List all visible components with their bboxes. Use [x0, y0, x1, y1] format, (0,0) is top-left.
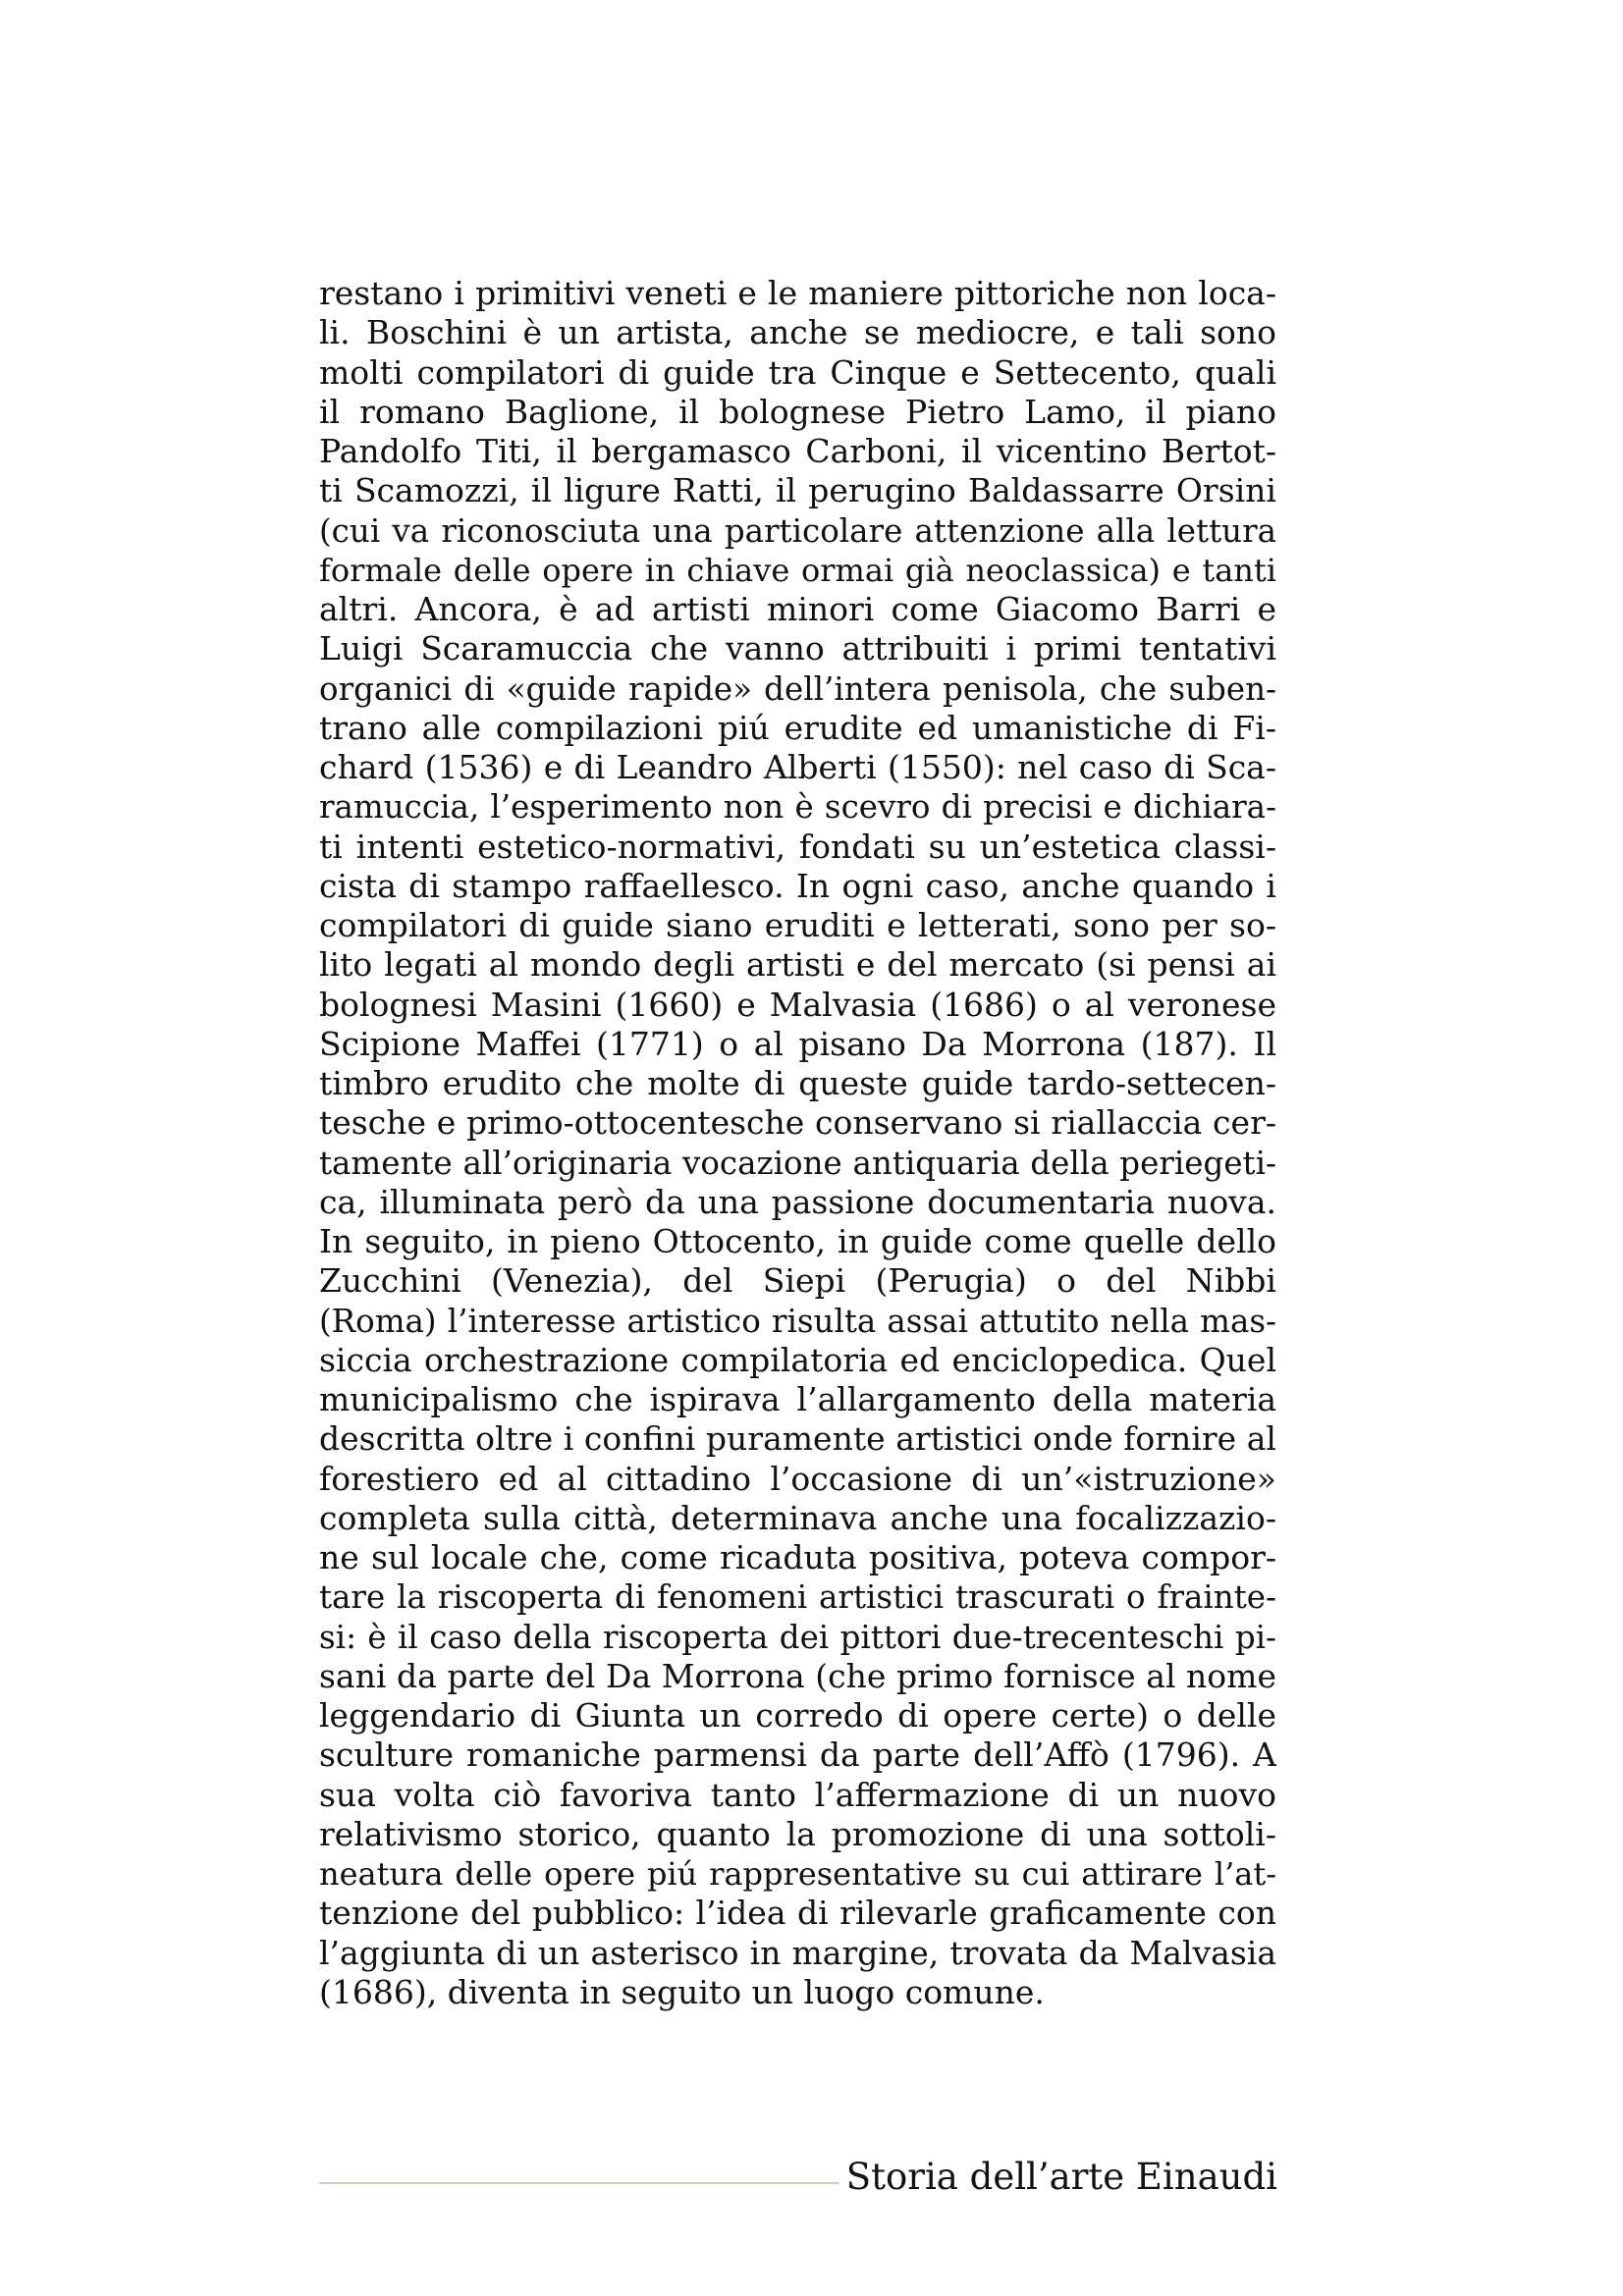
- text-line: tesche e primo-ottocentesche conservano si riallaccia cer-: [319, 1103, 1276, 1143]
- text-line: sani da parte del Da Morrona (che primo fornisce al nome: [319, 1656, 1276, 1695]
- text-line: si: è il caso della riscoperta dei pittori due-trecenteschi pi-: [319, 1618, 1276, 1656]
- text-line: compilatori di guide siano eruditi e letterati, sono per so-: [319, 906, 1276, 944]
- footer-rule: [319, 2182, 839, 2184]
- text-line: formale delle opere in chiave ormai già neoclassica) e tanti: [319, 551, 1276, 589]
- text-line: siccia orchestrazione compilatoria ed enciclopedica. Quel: [319, 1340, 1276, 1379]
- text-line: tare la riscoperta di fenomeni artistici trascurati o frainte-: [319, 1578, 1276, 1617]
- text-line: li. Boschini è un artista, anche se mediocre, e tali sono: [319, 313, 1276, 352]
- text-line: completa sulla città, determinava anche una focalizzazio-: [319, 1498, 1276, 1537]
- text-line: sua volta ciò favoriva tanto l’affermazione di un nuovo: [319, 1775, 1276, 1814]
- text-line: chard (1536) e di Leandro Alberti (1550): nel caso di Sca-: [319, 748, 1276, 786]
- text-line: ti intenti estetico-normativi, fondati su un’estetica classi-: [319, 827, 1276, 866]
- text-line: neatura delle opere piú rappresentative su cui attirare l’at-: [319, 1855, 1276, 1893]
- text-line: tamente all’originaria vocazione antiquaria della periegeti-: [319, 1144, 1276, 1182]
- text-line: altri. Ancora, è ad artisti minori come Giacomo Barri e: [319, 590, 1276, 628]
- text-line: relativismo storico, quanto la promozione di una sottoli-: [319, 1814, 1276, 1853]
- body-text: [319, 274, 1276, 2012]
- text-line: Zucchini (Venezia), del Siepi (Perugia) o del Nibbi: [319, 1261, 1276, 1301]
- text-line: timbro erudito che molte di queste guide tardo-settecen-: [319, 1064, 1276, 1102]
- text-line: il romano Baglione, il bolognese Pietro Lamo, il piano: [319, 392, 1276, 431]
- text-line: Scipione Maffei (1771) o al pisano Da Morrona (187). Il: [319, 1024, 1276, 1063]
- text-line: (cui va riconosciuta una particolare attenzione alla lettura: [319, 511, 1276, 550]
- text-line: descritta oltre i confini puramente artistici onde fornire al: [319, 1419, 1276, 1459]
- text-line: cista di stampo raffaellesco. In ogni caso, anche quando i: [319, 866, 1276, 905]
- text-line: sculture romaniche parmensi da parte dell’Affò (1796). A: [319, 1735, 1276, 1775]
- text-line: ramuccia, l’esperimento non è scevro di precisi e dichiara-: [319, 788, 1276, 827]
- text-line: leggendario di Giunta un corredo di opere certe) o delle: [319, 1696, 1276, 1735]
- text-line: ne sul locale che, come ricaduta positiva, poteva compor-: [319, 1538, 1276, 1576]
- text-line: Pandolfo Titi, il bergamasco Carboni, il vicentino Bertot-: [319, 432, 1276, 470]
- text-line: ti Scamozzi, il ligure Ratti, il perugino Baldassarre Orsini: [319, 471, 1276, 510]
- text-line: trano alle compilazioni piú erudite ed umanistiche di Fi-: [319, 708, 1276, 747]
- text-line: l’aggiunta di un asterisco in margine, trovata da Malvasia: [319, 1933, 1276, 1972]
- text-line: ca, illuminata però da una passione documentaria nuova.: [319, 1182, 1276, 1221]
- text-line: Luigi Scaramuccia che vanno attribuiti i primi tentativi: [319, 629, 1276, 668]
- text-line: tenzione del pubblico: l’idea di rilevarle graficamente con: [319, 1894, 1276, 1933]
- text-line: restano i primitivi veneti e le maniere pittoriche non loca-: [319, 274, 1276, 312]
- text-line: molti compilatori di guide tra Cinque e Settecento, quali: [319, 352, 1276, 392]
- text-line: municipalismo che ispirava l’allargamento della materia: [319, 1380, 1276, 1418]
- text-line: (1686), diventa in seguito un luogo comune.: [319, 1972, 1045, 2011]
- text-line: In seguito, in pieno Ottocento, in guide come quelle dello: [319, 1222, 1276, 1260]
- text-line: organici di «guide rapide» dell’intera penisola, che suben-: [319, 669, 1276, 708]
- text-line: lito legati al mondo degli artisti e del mercato (si pensi ai: [319, 945, 1276, 985]
- footer-title: Storia dell’arte Einaudi: [845, 2156, 1277, 2198]
- text-line: bolognesi Masini (1660) e Malvasia (1686) o al veronese: [319, 985, 1276, 1024]
- text-line: forestiero ed al cittadino l’occasione di un’«istruzione»: [319, 1459, 1276, 1498]
- text-line: (Roma) l’interesse artistico risulta assai attutito nella mas-: [319, 1302, 1276, 1340]
